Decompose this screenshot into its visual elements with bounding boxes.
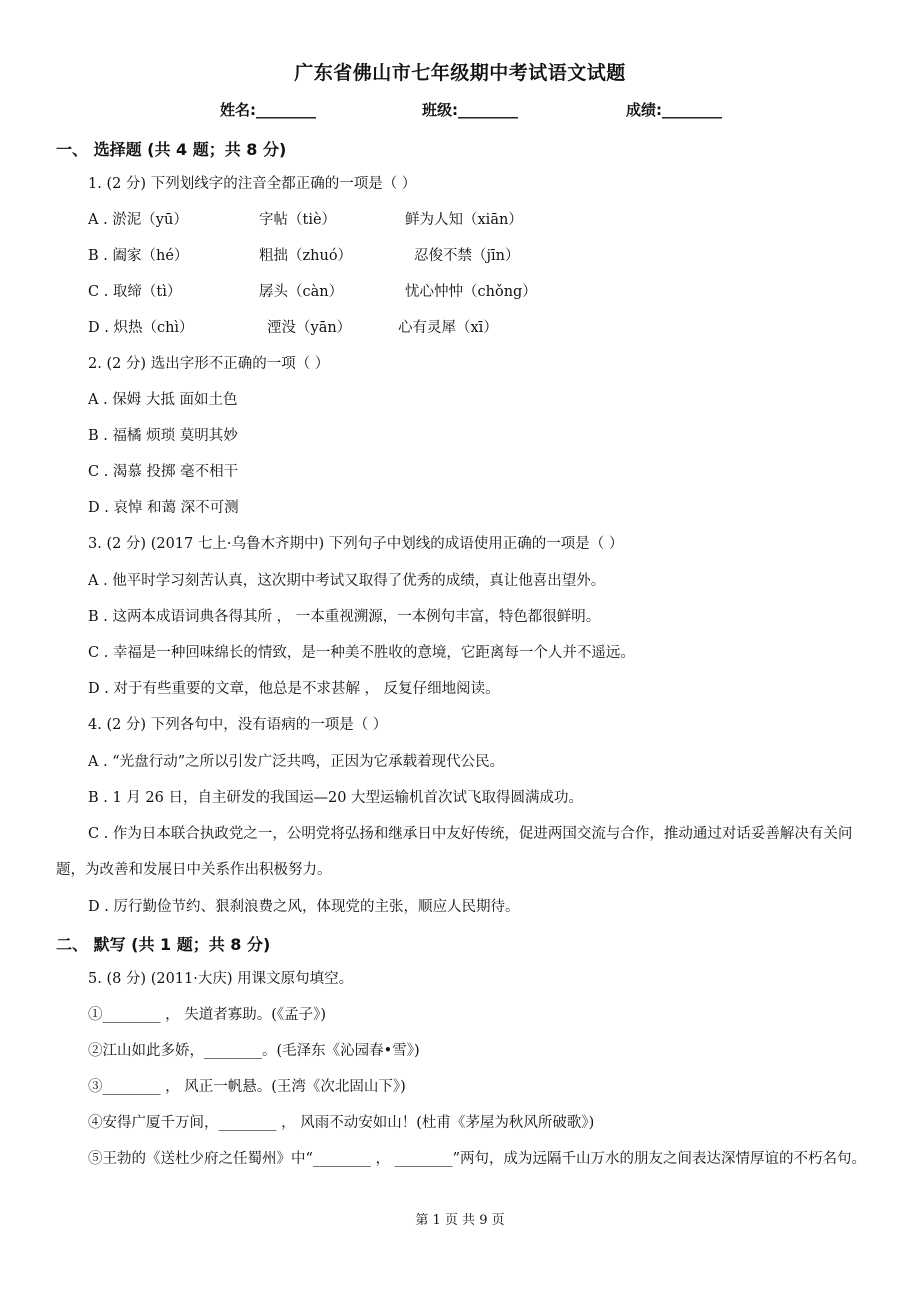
question-5-stem: 5. (8 分) (2011·大庆) 用课文原句填空。	[88, 971, 354, 987]
q5-line-3: ③________ ， 风正一帆悬。(王湾《次北固山下》)	[88, 1079, 406, 1095]
q4-option-c: C . 作为日本联合执政党之一，公明党将弘扬和继承日中友好传统，促进两国交流与合作，推动通过对话妥善解决有关问题，为改善和发展日中关系作出积极努力。	[56, 826, 853, 878]
q4-option-b: B . 1 月 26 日，自主研发的我国运—20 大型运输机首次试飞取得圆满成功。	[88, 790, 584, 806]
q2-option-c: C . 渴慕 投掷 毫不相干	[88, 464, 239, 480]
q1-option-c-2: 孱头（càn）	[259, 284, 344, 300]
q5-line-1: ①________ ， 失道者寡助。(《孟子》)	[88, 1007, 327, 1023]
q5-line-5: ⑤王勃的《送杜少府之任蜀州》中“________ ， ________”两句，成为远隔千山万水的朋友之间表达深情厚谊的不朽名句。	[88, 1151, 867, 1167]
question-2-stem: 2. (2 分) 选出字形不正确的一项（ ）	[88, 356, 330, 372]
q4-option-d: D . 厉行勤俭节约、狠刹浪费之风，体现党的主张，顺应人民期待。	[88, 899, 520, 915]
q3-option-c: C . 幸福是一种回味绵长的情致，是一种美不胜收的意境，它距离每一个人并不遥远。	[88, 645, 635, 661]
question-4-stem: 4. (2 分) 下列各句中，没有语病的一项是（ ）	[88, 717, 388, 733]
q5-line-4: ④安得广厦千万间，________ ， 风雨不动安如山！(杜甫《茅屋为秋风所破歌》)	[88, 1115, 595, 1131]
q1-option-a-2: 字帖（tiè）	[259, 212, 337, 228]
q3-option-d: D . 对于有些重要的文章，他总是不求甚解 ， 反复仔细地阅读。	[88, 681, 500, 697]
page-footer: 第 1 页 共 9 页	[415, 1213, 505, 1228]
q5-line-2: ②江山如此多娇，________。(毛泽东《沁园春•雪》)	[88, 1043, 420, 1059]
q1-option-b-1: B . 阖家（hé）	[88, 248, 189, 264]
q1-option-a-1: A . 淤泥（yū）	[88, 212, 188, 228]
q1-option-d-3: 心有灵犀（xī）	[398, 320, 498, 336]
q2-option-a: A . 保姆 大抵 面如土色	[88, 392, 238, 408]
section-heading-dictation: 二、 默写 (共 1 题；共 8 分)	[56, 935, 271, 954]
q1-option-a-3: 鲜为人知（xiān）	[405, 212, 523, 228]
q2-option-d: D . 哀悼 和蔼 深不可测	[88, 500, 239, 516]
q1-option-b-3: 忍俊不禁（jīn）	[414, 248, 520, 264]
exam-title: 广东省佛山市七年级期中考试语文试题	[294, 62, 626, 84]
q1-option-d-2: 湮没（yān）	[267, 320, 352, 336]
question-1-stem: 1. (2 分) 下列划线字的注音全都正确的一项是（ ）	[88, 176, 417, 192]
q1-option-c-1: C . 取缔（tì）	[88, 284, 182, 300]
q4-option-a: A . “光盘行动”之所以引发广泛共鸣，正因为它承载着现代公民。	[88, 754, 505, 770]
q1-option-c-3: 忧心忡忡（chǒng）	[405, 284, 537, 300]
class-field: 班级:________	[422, 101, 518, 119]
score-field: 成绩:________	[626, 101, 722, 119]
question-3-stem: 3. (2 分) (2017 七上·乌鲁木齐期中) 下列句子中划线的成语使用正确的一项是（ ）	[88, 536, 624, 552]
name-field: 姓名:________	[220, 101, 316, 119]
q3-option-b: B . 这两本成语词典各得其所 ， 一本重视溯源，一本例句丰富，特色都很鲜明。	[88, 609, 601, 625]
q1-option-b-2: 粗拙（zhuó）	[259, 248, 353, 264]
q1-option-d-1: D . 炽热（chì）	[88, 320, 194, 336]
section-heading-choice: 一、 选择题 (共 4 题；共 8 分)	[56, 140, 287, 159]
q3-option-a: A . 他平时学习刻苦认真，这次期中考试又取得了优秀的成绩，真让他喜出望外。	[88, 573, 606, 589]
q2-option-b: B . 福橘 烦琐 莫明其妙	[88, 428, 238, 444]
